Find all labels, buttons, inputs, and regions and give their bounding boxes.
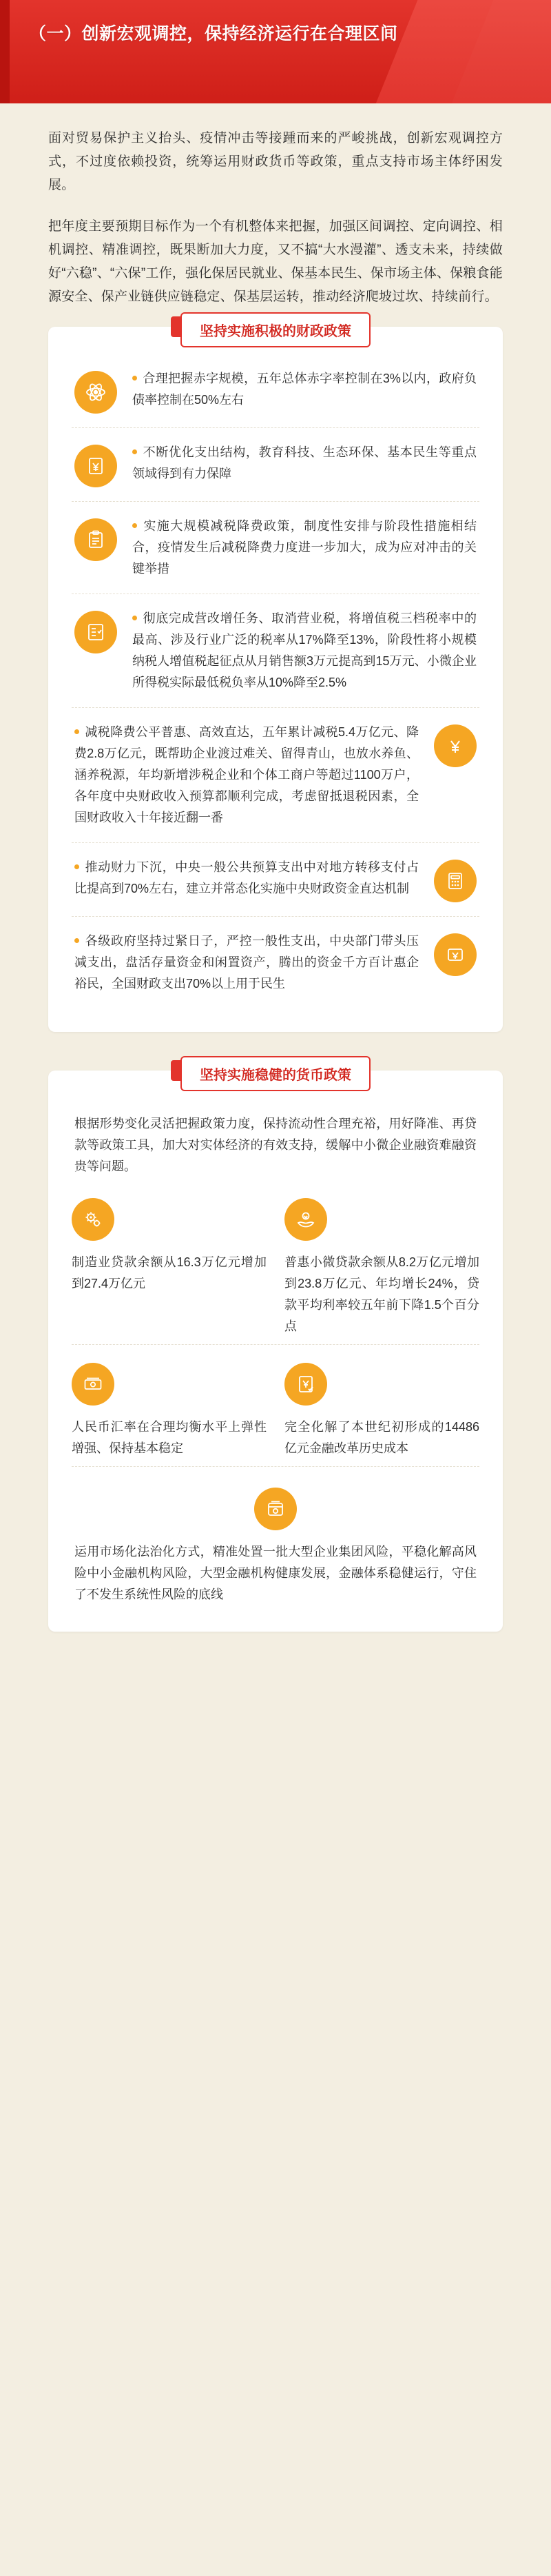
monetary-lead-block	[72, 1098, 479, 1180]
monetary-lead-text: 根据形势变化灵活把握政策力度，保持流动性合理充裕，用好降准、再贷款等政策工具，加大对实体经济的有效支持，缓解中小微企业融资难融资贵等问题。	[74, 1117, 477, 1173]
intro-paragraph-1: 面对贸易保护主义抬头、疫情冲击等接踵而来的严峻挑战，创新宏观调控方式，不过度依赖投资，统筹运用财政货币等政策，重点支持市场主体纾困发展。	[48, 131, 503, 192]
fiscal-item-6-label: 推动财力下沉，中央一般公共预算支出中对地方转移支付占比提高到70%左右，建立并常态化实施中央财政资金直达机制	[74, 860, 419, 895]
page-title: （一）创新宏观调控，保持经济运行在合理区间	[29, 24, 398, 43]
fiscal-item-1-label: 合理把握赤字规模，五年总体赤字率控制在3%以内，政府负债率控制在50%左右	[132, 372, 477, 407]
monetary-policy-title-wrap	[180, 1056, 371, 1091]
monetary-item-manufacturing	[72, 1198, 267, 1337]
monetary-dual-row-1	[72, 1180, 479, 1344]
fiscal-item-2-label: 不断优化支出结构，教育科技、生态环保、基本民生等重点领域得到有力保障	[132, 445, 477, 480]
hand-coin-icon	[284, 1198, 327, 1241]
page-body	[0, 103, 551, 1659]
monetary-item-exchange-rate-text: 人民币汇率在合理均衡水平上弹性增强、保持基本稳定	[72, 1420, 267, 1455]
clipboard-calc-icon	[74, 518, 117, 561]
monetary-item-manufacturing-text: 制造业贷款余额从16.3万亿元增加到27.4万亿元	[72, 1255, 267, 1290]
monetary-policy-card	[48, 1068, 503, 1632]
fiscal-item-4	[72, 594, 479, 707]
monetary-dual-row-2	[72, 1344, 479, 1466]
document-yuan-icon	[74, 445, 117, 487]
fiscal-item-2	[72, 427, 479, 501]
fiscal-item-3	[72, 501, 479, 594]
bullet-dot	[132, 523, 137, 528]
fiscal-item-7-text	[74, 931, 419, 995]
bullet-dot	[74, 938, 79, 943]
monetary-bottom-block	[72, 1541, 479, 1608]
monetary-bottom-text: 运用市场化法治化方式，精准处置一批大型企业集团风险，平稳化解高风险中小金融机构风险，大型金融机构健康发展，金融体系稳健运行，守住了不发生系统性风险的底线	[74, 1545, 477, 1601]
fiscal-item-5-text	[74, 722, 419, 829]
gears-icon	[72, 1198, 114, 1241]
bullet-dot	[74, 864, 79, 869]
bullet-dot	[74, 729, 79, 734]
fiscal-item-3-text	[132, 516, 477, 580]
fiscal-policy-title: 坚持实施积极的财政政策	[180, 312, 371, 347]
intro-section	[48, 103, 503, 309]
bullet-dot	[132, 616, 137, 620]
fiscal-item-1-text	[132, 368, 477, 411]
bullet-dot	[132, 376, 137, 381]
monetary-bottom-icon-wrap	[72, 1467, 479, 1541]
monetary-policy-title: 坚持实施稳健的货币政策	[180, 1056, 371, 1091]
wallet-yuan-icon	[434, 933, 477, 976]
bullet-dot	[132, 449, 137, 454]
calculator-icon	[434, 860, 477, 902]
fiscal-item-4-text	[132, 608, 477, 693]
list-check-icon	[74, 611, 117, 653]
fiscal-policy-title-wrap	[180, 312, 371, 347]
bank-shield-icon	[254, 1488, 297, 1530]
fiscal-item-3-label: 实施大规模减税降费政策，制度性安排与阶段性措施相结合，疫情发生后减税降费力度进一步加大，成为应对冲击的关键举措	[132, 519, 477, 576]
fiscal-item-7-label: 各级政府坚持过紧日子，严控一般性支出，中央部门带头压减支出，盘活存量资金和闲置资产，腾出的资金千方百计惠企裕民，全国财政支出70%以上用于民生	[74, 934, 419, 991]
fiscal-item-6-text	[74, 857, 419, 900]
fiscal-item-6	[72, 842, 479, 916]
risk-resolve-icon	[284, 1363, 327, 1406]
monetary-item-microloans	[284, 1198, 479, 1337]
fiscal-item-2-text	[132, 442, 477, 485]
yuan-coin-icon	[434, 724, 477, 767]
fiscal-item-5	[72, 707, 479, 842]
monetary-item-exchange-rate	[72, 1363, 267, 1459]
atom-icon	[74, 371, 117, 414]
fiscal-item-4-label: 彻底完成营改增任务、取消营业税，将增值税三档税率中的最高、涉及行业广泛的税率从17%降至13%，阶段性将小规模纳税人增值税起征点从月销售额3万元提高到15万元、小微企业所得税实际最低税负率从10%降至2.5%	[132, 611, 477, 689]
monetary-item-microloans-text: 普惠小微贷款余额从8.2万亿元增加到23.8万亿元、年均增长24%，贷款平均利率较五年前下降1.5个百分点	[284, 1255, 479, 1333]
monetary-item-reform-cost-text: 完全化解了本世纪初形成的14486亿元金融改革历史成本	[284, 1420, 479, 1455]
fiscal-item-1	[72, 354, 479, 427]
page-header	[0, 0, 551, 103]
intro-paragraph-2: 把年度主要预期目标作为一个有机整体来把握，加强区间调控、定向调控、相机调控、精准调控，既果断加大力度，又不搞“大水漫灌”、透支未来，持续做好“六稳”、“六保”工作，强化保居民就业、保基本民生、保市场主体、保粮食能源安全、保产业链供应链稳定、保基层运转，推动经济爬坡过坎、持续前行。	[48, 219, 503, 304]
fiscal-item-7	[72, 916, 479, 1008]
fiscal-policy-card	[48, 324, 503, 1032]
monetary-item-reform-cost	[284, 1363, 479, 1459]
fiscal-item-5-label: 减税降费公平普惠、高效直达，五年累计减税5.4万亿元、降费2.8万亿元，既帮助企业渡过难关、留得青山，也放水养鱼、涵养税源，年均新增涉税企业和个体工商户等超过1100万户，各年度中央财政收入预算都顺利完成，考虑留抵退税因素，全国财政收入十年接近翻一番	[74, 725, 419, 824]
banknotes-icon	[72, 1363, 114, 1406]
